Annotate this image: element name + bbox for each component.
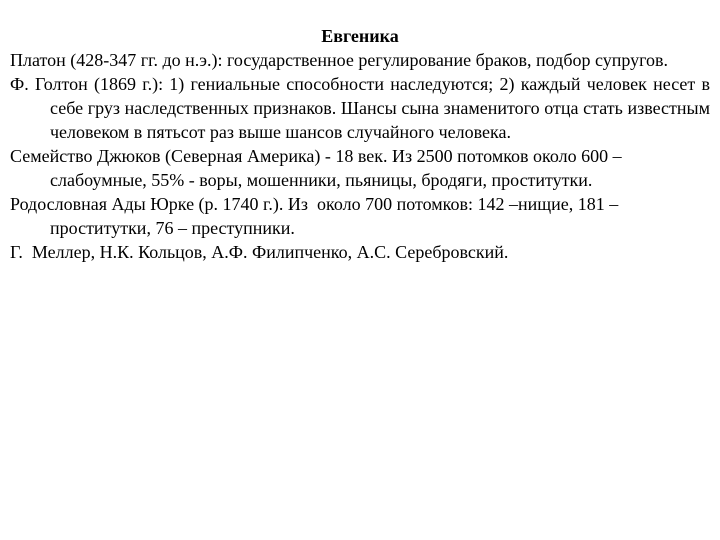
slide-title: Евгеника [321,26,399,46]
paragraph-galton: Ф. Голтон (1869 г.): 1) гениальные способности наследуются; 2) каждый человек несет в себе груз наследственных признаков. Шансы сына знаменитого отца стать известным человеком в пятьсот раз выше шансов случайного человека. [10,74,710,142]
paragraph-jukes-family: Семейство Джюков (Северная Америка) - 18 век. Из 2500 потомков около 600 – слабоумные, 55% - воры, мошенники, пьяницы, бродяги, проститутки. [10,146,627,190]
paragraph-scientists: Г. Меллер, Н.К. Кольцов, А.Ф. Филипченко, А.С. Серебровский. [10,242,509,262]
paragraph-platon: Платон (428-347 гг. до н.э.): государственное регулирование браков, подбор супругов. [10,50,669,70]
paragraph-ada-jurke: Родословная Ады Юрке (р. 1740 г.). Из около 700 потомков: 142 –нищие, 181 – проститутки, 76 – преступники. [10,194,623,238]
